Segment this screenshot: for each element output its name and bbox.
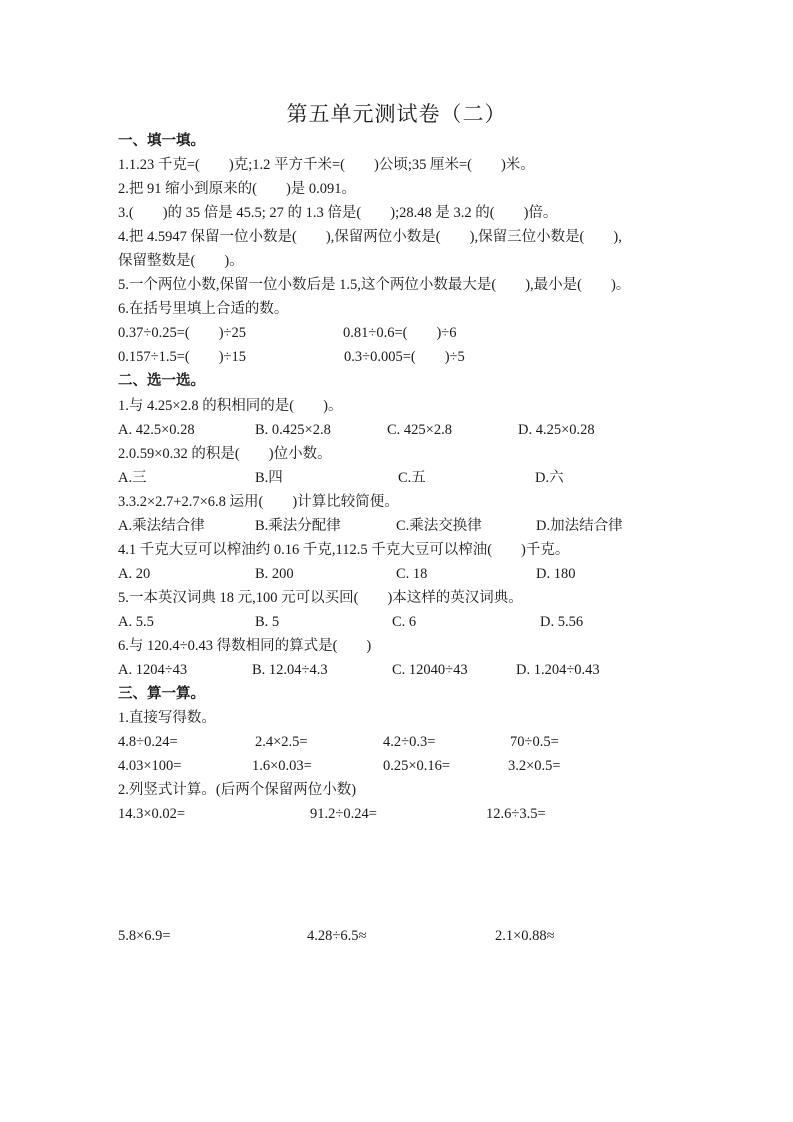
s3-part2-item: 2.1×0.88≈ <box>495 928 555 944</box>
s3-part1-item: 4.2÷0.3= <box>383 734 436 750</box>
s2-q4-option-d: D. 180 <box>536 566 576 582</box>
s2-question-4: 4.1 千克大豆可以榨油约 0.16 千克,112.5 千克大豆可以榨油( )千克。 <box>118 542 570 558</box>
s3-part1-item: 70÷0.5= <box>510 734 559 750</box>
s2-question-6: 6.与 120.4÷0.43 得数相同的算式是( ) <box>118 638 372 654</box>
s3-part1-item: 4.03×100= <box>118 758 182 774</box>
s2-q1-option-a: A. 42.5×0.28 <box>118 422 195 438</box>
s3-part1-item: 1.6×0.03= <box>252 758 312 774</box>
s2-q2-option-c: C.五 <box>398 470 426 486</box>
s3-part2-item: 4.28÷6.5≈ <box>307 928 367 944</box>
s3-part1-item: 3.2×0.5= <box>508 758 561 774</box>
section1-heading: 一、填一填。 <box>118 133 205 149</box>
s2-q3-option-b: B.乘法分配律 <box>255 518 341 534</box>
s1-question-5: 5.一个两位小数,保留一位小数后是 1.5,这个两位小数最大是( ),最小是( )。 <box>118 277 631 293</box>
s2-q6-option-d: D. 1.204÷0.43 <box>516 662 600 678</box>
s2-q5-option-c: C. 6 <box>392 614 417 630</box>
s2-q5-option-d: D. 5.56 <box>540 614 584 630</box>
s3-part2-item: 91.2÷0.24= <box>310 806 377 822</box>
s3-part1-item: 4.8÷0.24= <box>118 734 178 750</box>
s2-q6-option-c: C. 12040÷43 <box>392 662 468 678</box>
s2-q3-option-d: D.加法结合律 <box>536 518 623 534</box>
s2-q2-option-a: A.三 <box>118 470 147 486</box>
s1-question-2: 2.把 91 缩小到原来的( )是 0.091。 <box>118 181 357 197</box>
s1-question-3: 3.( )的 35 倍是 45.5; 27 的 1.3 倍是( );28.48 是 3.2 的( )倍。 <box>118 205 558 221</box>
s3-part2-label: 2.列竖式计算。(后两个保留两位小数) <box>118 782 357 798</box>
s2-question-5: 5.一本英汉词典 18 元,100 元可以买回( )本这样的英汉词典。 <box>118 590 523 606</box>
s2-q1-option-d: D. 4.25×0.28 <box>518 422 595 438</box>
s2-q4-option-b: B. 200 <box>255 566 294 582</box>
s2-q2-option-b: B.四 <box>255 470 283 486</box>
s1-question-6: 6.在括号里填上合适的数。 <box>118 301 289 317</box>
s1-q6-item: 0.3÷0.005=( )÷5 <box>344 349 465 365</box>
s2-q3-option-a: A.乘法结合律 <box>118 518 205 534</box>
s2-q5-option-a: A. 5.5 <box>118 614 154 630</box>
s3-part2-item: 12.6÷3.5= <box>486 806 546 822</box>
s2-q5-option-b: B. 5 <box>255 614 280 630</box>
s1-q6-item: 0.81÷0.6=( )÷6 <box>343 325 457 341</box>
page-title: 第五单元测试卷（二） <box>286 102 507 126</box>
s3-part1-label: 1.直接写得数。 <box>118 710 216 726</box>
s1-q6-item: 0.37÷0.25=( )÷25 <box>118 325 247 341</box>
s3-part2-item: 14.3×0.02= <box>118 806 186 822</box>
section2-heading: 二、选一选。 <box>118 373 205 389</box>
s1-question-4-line2: 保留整数是( )。 <box>118 253 244 269</box>
s1-question-1: 1.1.23 千克=( )克;1.2 平方千米=( )公顷;35 厘米=( )米。 <box>118 157 535 173</box>
section3-heading: 三、算一算。 <box>118 686 205 702</box>
s3-part1-item: 2.4×2.5= <box>255 734 308 750</box>
s2-q6-option-a: A. 1204÷43 <box>118 662 188 678</box>
s2-q4-option-c: C. 18 <box>396 566 428 582</box>
s1-question-4-line1: 4.把 4.5947 保留一位小数是( ),保留两位小数是( ),保留三位小数是( ), <box>118 229 622 245</box>
s2-question-3: 3.3.2×2.7+2.7×6.8 运用( )计算比较简便。 <box>118 494 399 510</box>
s2-question-2: 2.0.59×0.32 的积是( )位小数。 <box>118 446 332 462</box>
s2-q3-option-c: C.乘法交换律 <box>396 518 482 534</box>
s1-q6-item: 0.157÷1.5=( )÷15 <box>118 349 247 365</box>
s2-q1-option-c: C. 425×2.8 <box>387 422 452 438</box>
s2-question-1: 1.与 4.25×2.8 的积相同的是( )。 <box>118 398 343 414</box>
s3-part1-item: 0.25×0.16= <box>383 758 451 774</box>
s3-part2-item: 5.8×6.9= <box>118 928 171 944</box>
s2-q1-option-b: B. 0.425×2.8 <box>255 422 331 438</box>
s2-q4-option-a: A. 20 <box>118 566 151 582</box>
s2-q2-option-d: D.六 <box>535 470 564 486</box>
s2-q6-option-b: B. 12.04÷4.3 <box>252 662 328 678</box>
